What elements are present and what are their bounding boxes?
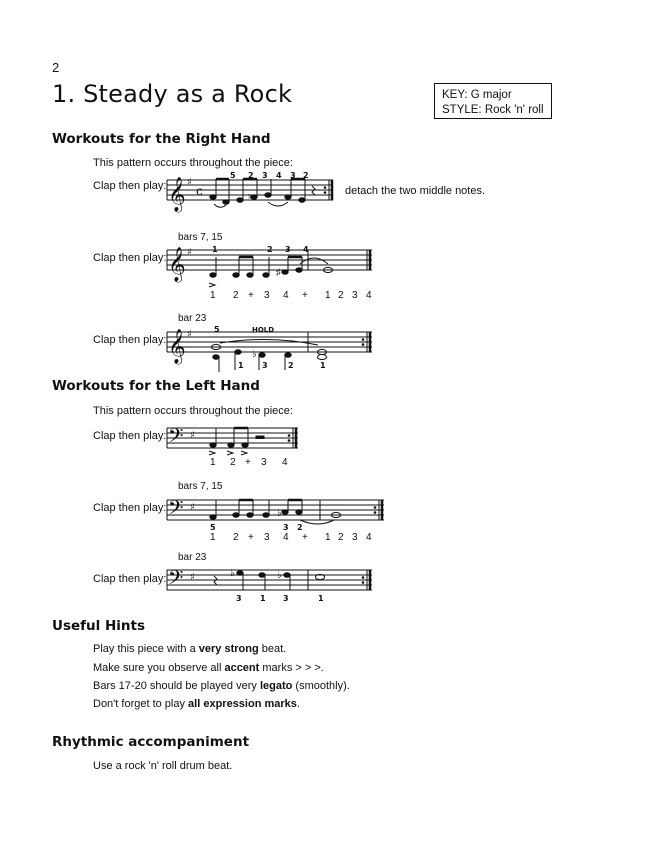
svg-text:2: 2 [233,290,239,301]
hint-item: Play this piece with a very strong beat. [93,643,287,655]
finger-number: 2 [297,523,303,532]
svg-text:♭: ♭ [230,568,235,579]
clap-label-rh-3: Clap then play: [93,334,167,346]
svg-text:1: 1 [210,532,216,543]
svg-text:+: + [302,290,308,301]
clap-label-lh-2: Clap then play: [93,502,167,514]
hint-item: Don't forget to play all expression marks. [93,698,300,710]
treble-clef-icon: 𝄞 [168,177,186,212]
hint-item: Bars 17-20 should be played very legato (smoothly). [93,680,350,692]
style-label: STYLE: Rock 'n' roll [442,104,544,116]
key-label: KEY: G major [442,89,512,101]
finger-number: 2 [267,245,273,254]
finger-number: 2 [248,171,254,180]
rh-ex3-notes [212,339,327,372]
svg-text:1: 1 [210,290,216,301]
svg-text:♭: ♭ [277,508,282,519]
finger-number: 5 [210,523,216,532]
lh-ex2-bars-label: bars 7, 15 [178,481,223,492]
finger-number: 3 [290,171,296,180]
treble-clef-icon: 𝄞 [168,329,186,364]
hold-mark: HOLD [252,326,275,334]
bass-clef-icon: 𝄢 [168,496,184,524]
finger-number: 1 [238,361,244,370]
rh-ex3-staff [167,332,372,352]
svg-text:4: 4 [282,457,288,468]
svg-text:♭: ♭ [277,570,282,581]
svg-text:4: 4 [366,532,372,543]
useful-hints-heading: Useful Hints [52,618,145,634]
svg-text:4: 4 [283,532,289,543]
svg-text:♯: ♯ [187,329,192,340]
svg-text:2: 2 [338,532,344,543]
bass-clef-icon: 𝄢 [168,424,184,452]
rhythm-text: Use a rock 'n' roll drum beat. [93,760,233,772]
clap-label-rh-2: Clap then play: [93,252,167,264]
hint-item: Make sure you observe all accent marks > > >. [93,662,324,674]
finger-number: 4 [276,171,282,180]
finger-number: 2 [303,171,309,180]
finger-number: 5 [214,325,220,334]
svg-text:+: + [248,290,254,301]
rh-ex2-bars-label: bars 7, 15 [178,232,223,243]
finger-number: 1 [260,594,266,603]
finger-number: 2 [288,361,294,370]
detach-instruction: detach the two middle notes. [345,185,486,197]
svg-text:3: 3 [264,290,270,301]
lh-ex3-bars-label: bar 23 [178,552,207,563]
page-number: 2 [52,60,60,75]
right-hand-intro: This pattern occurs throughout the piece: [93,157,293,169]
finger-number: 3 [262,361,268,370]
left-hand-heading: Workouts for the Left Hand [52,378,260,394]
svg-text:2: 2 [233,532,239,543]
svg-text:1: 1 [325,290,331,301]
svg-text:+: + [245,457,251,468]
left-hand-intro: This pattern occurs throughout the piece: [93,405,293,417]
finger-number: 3 [262,171,268,180]
clap-label-lh-3: Clap then play: [93,573,167,585]
lh-ex3-staff [167,570,372,590]
svg-text:♮: ♮ [248,192,252,202]
finger-number: 3 [283,523,289,532]
svg-text:4: 4 [283,290,289,301]
treble-clef-icon: 𝄞 [168,247,186,282]
clap-label-rh-1: Clap then play: [93,180,167,192]
svg-text:♯: ♯ [187,247,192,258]
svg-text:♭: ♭ [252,349,257,360]
rh-ex3-bars-label: bar 23 [178,313,207,324]
svg-text:3: 3 [352,290,358,301]
svg-text:♯: ♯ [187,177,192,188]
finger-number: 1 [318,594,324,603]
finger-number: 4 [303,245,309,254]
svg-text:2: 2 [230,457,236,468]
lh-ex2-staff [167,500,384,520]
svg-text:3: 3 [264,532,270,543]
svg-text:♯: ♯ [190,572,195,583]
finger-number: 5 [230,171,236,180]
svg-text:4: 4 [366,290,372,301]
svg-text:+: + [302,532,308,543]
svg-text:♯: ♯ [190,430,195,441]
svg-text:♯: ♯ [276,267,281,277]
rhythmic-accompaniment-heading: Rhythmic accompaniment [52,734,250,750]
svg-text:c: c [196,184,203,198]
finger-number: 3 [283,594,289,603]
finger-number: 3 [285,245,291,254]
lh-ex1-notes [209,428,264,455]
finger-number: 3 [236,594,242,603]
clap-label-lh-1: Clap then play: [93,430,167,442]
rh-ex1-notes [210,179,315,207]
svg-text:♯: ♯ [190,502,195,513]
svg-text:1: 1 [210,457,216,468]
svg-text:2: 2 [338,290,344,301]
svg-text:3: 3 [261,457,267,468]
svg-text:+: + [248,532,254,543]
page-title: 1. Steady as a Rock [52,80,293,108]
right-hand-heading: Workouts for the Right Hand [52,131,271,147]
finger-number: 1 [320,361,326,370]
bass-clef-icon: 𝄢 [168,566,184,594]
svg-text:1: 1 [325,532,331,543]
finger-number: 1 [212,245,218,254]
rh-ex2-notes [209,257,333,287]
svg-text:3: 3 [352,532,358,543]
